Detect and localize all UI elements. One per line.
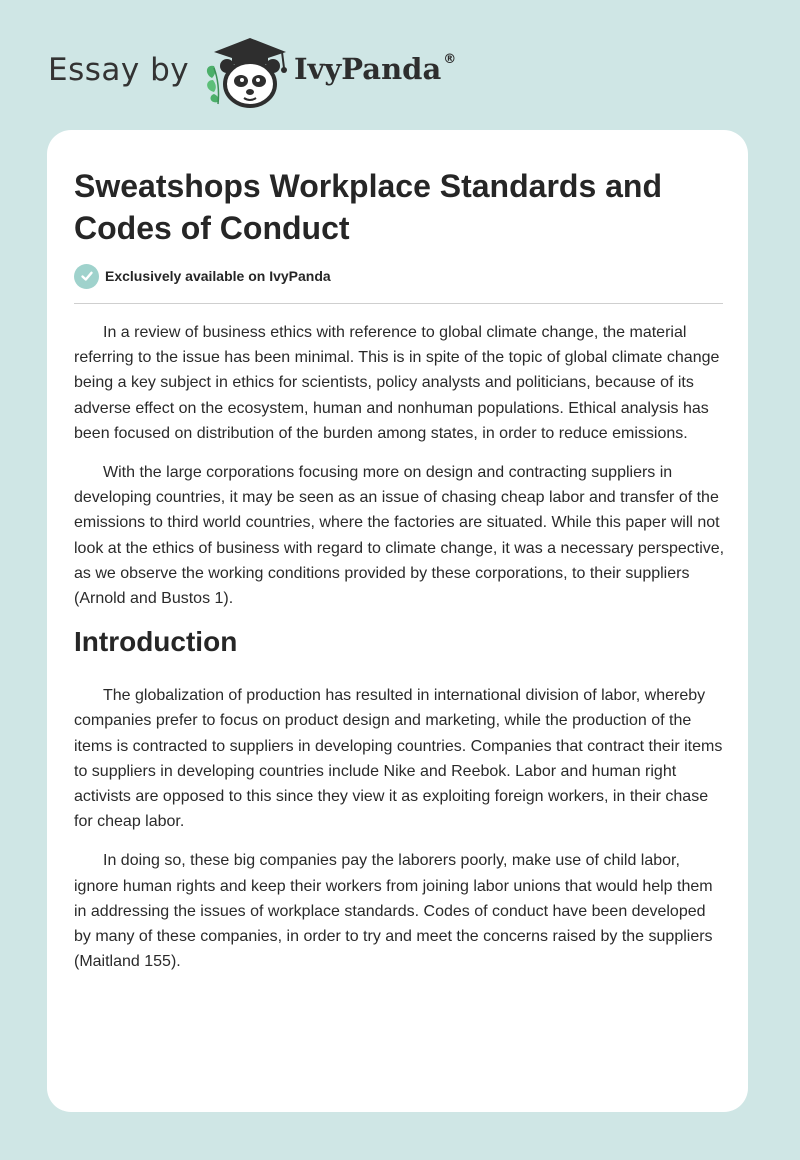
divider: [74, 303, 723, 304]
page-title: Sweatshops Workplace Standards and Codes of Conduct: [74, 168, 663, 246]
exclusive-badge: [74, 263, 331, 289]
essay-card: [47, 130, 748, 1112]
brand-prefix: Essay by: [48, 52, 190, 88]
paragraph: The globalization of production has resulted in international division of labor, whereby companies prefer to focus on product design and marketing, while the production of the items is contracted to suppliers in developing countries. Companies that contract their items to suppliers in developing countries include Nike and Reebok. Labor and human right activists are opposed to this since they view it as exploiting foreign workers, in their chase for cheap labor.: [74, 687, 723, 831]
section-heading: Introduction: [74, 626, 238, 658]
paragraph: In a review of business ethics with reference to global climate change, the material referring to the issue has been minimal. This is in spite of the topic of global climate change being a key subject in ethics for scientists, policy analysts and politicians, because of its adverse effect on the ecosystem, human and nonhuman populations. Ethical analysis has been focused on distribution of the burden among states, in order to reduce emissions.: [74, 324, 720, 442]
exclusive-label: Exclusively available on IvyPanda: [105, 268, 331, 284]
essay-body: [74, 320, 726, 988]
brand-name[interactable]: [294, 52, 456, 86]
paragraph: With the large corporations focusing more on design and contracting suppliers in developing countries, it may be seen as an issue of chasing cheap labor and transfer of the emissions to third world countries, where the factories are situated. While this paper will not look at the ethics of business with regard to climate change, it was a necessary perspective, as we observe the working conditions provided by these corporations, to their suppliers (Arnold and Bustos 1).: [74, 464, 725, 608]
panda-graduate-logo-icon[interactable]: [202, 34, 294, 110]
paragraph: In doing so, these big companies pay the laborers poorly, make use of child labor, ignore human rights and keep their workers from joining labor unions that would help them in addressing the issues of workplace standards. Codes of conduct have been developed by many of these companies, in order to try and meet the concerns raised by the suppliers (Maitland 155).: [74, 852, 713, 971]
site-header: [48, 34, 528, 114]
registered-mark: ®: [443, 52, 457, 67]
brand-name-text: IvyPanda: [294, 52, 442, 86]
check-icon: [74, 264, 99, 289]
